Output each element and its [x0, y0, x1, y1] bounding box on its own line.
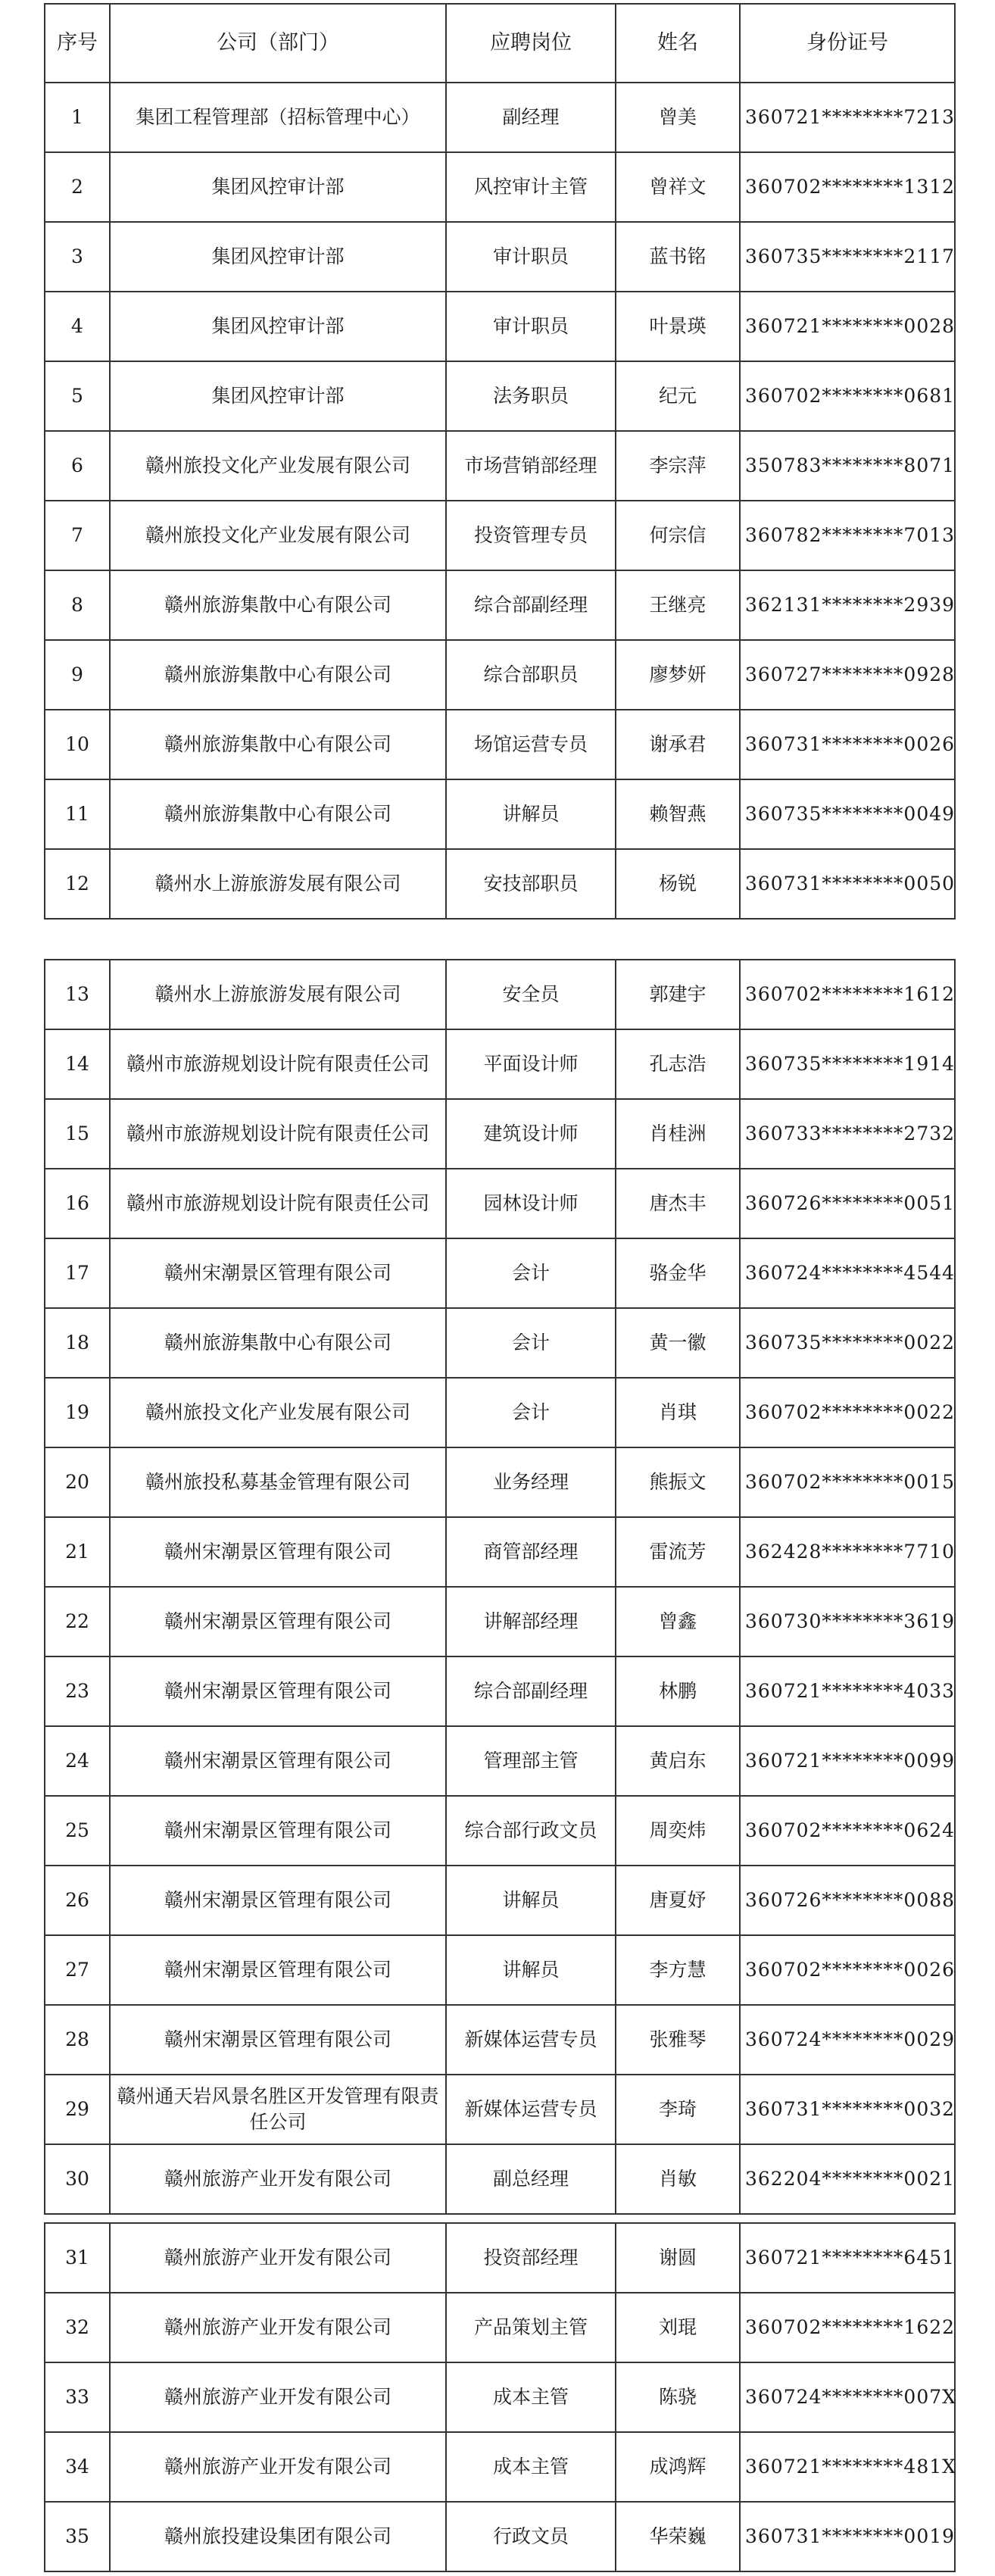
cell-name: 李宗萍: [616, 431, 740, 501]
cell-company: 赣州宋潮景区管理有限公司: [110, 1587, 446, 1656]
cell-no: 27: [45, 1935, 110, 2005]
cell-no: 13: [45, 960, 110, 1029]
cell-name: 王继亮: [616, 570, 740, 640]
cell-id: 360735********0049: [740, 779, 955, 849]
cell-position: 新媒体运营专员: [446, 2005, 616, 2075]
cell-company: 赣州市旅游规划设计院有限责任公司: [110, 1029, 446, 1099]
table-row: [45, 431, 955, 501]
cell-id: 360731********0026: [740, 710, 955, 779]
table-row: [45, 2005, 955, 2075]
table-row: [45, 1238, 955, 1308]
header-company: 公司（部门）: [110, 4, 446, 83]
cell-no: 34: [45, 2432, 110, 2502]
cell-company: 赣州旅游集散中心有限公司: [110, 1308, 446, 1378]
table-row: [45, 779, 955, 849]
table-row: [45, 1726, 955, 1796]
cell-position: 管理部主管: [446, 1726, 616, 1796]
cell-name: 孔志浩: [616, 1029, 740, 1099]
cell-position: 安全员: [446, 960, 616, 1029]
cell-position: 会计: [446, 1308, 616, 1378]
table-row: [45, 501, 955, 570]
cell-position: 园林设计师: [446, 1169, 616, 1238]
cell-id: 360702********0022: [740, 1378, 955, 1447]
cell-no: 25: [45, 1796, 110, 1866]
table-row: [45, 152, 955, 222]
cell-no: 33: [45, 2362, 110, 2432]
cell-position: 副总经理: [446, 2144, 616, 2214]
cell-company: 赣州水上游旅游发展有限公司: [110, 849, 446, 919]
table-header-row: [45, 4, 955, 83]
applicant-table-3: [44, 2222, 956, 2572]
table-row: [45, 1866, 955, 1935]
cell-no: 11: [45, 779, 110, 849]
cell-company: 赣州通天岩风景名胜区开发管理有限责任公司: [110, 2075, 446, 2144]
cell-no: 19: [45, 1378, 110, 1447]
table-row: [45, 1796, 955, 1866]
cell-id: 360735********0022: [740, 1308, 955, 1378]
cell-company: 赣州宋潮景区管理有限公司: [110, 1796, 446, 1866]
cell-position: 新媒体运营专员: [446, 2075, 616, 2144]
cell-no: 9: [45, 640, 110, 710]
cell-company: 赣州旅游产业开发有限公司: [110, 2223, 446, 2293]
header-position: 应聘岗位: [446, 4, 616, 83]
cell-position: 讲解部经理: [446, 1587, 616, 1656]
cell-no: 12: [45, 849, 110, 919]
cell-name: 林鹏: [616, 1656, 740, 1726]
cell-position: 讲解员: [446, 1935, 616, 2005]
cell-company: 赣州旅投私募基金管理有限公司: [110, 1447, 446, 1517]
cell-company: 集团风控审计部: [110, 222, 446, 292]
cell-company: 赣州水上游旅游发展有限公司: [110, 960, 446, 1029]
cell-id: 362204********0021: [740, 2144, 955, 2214]
table-page-2: [44, 959, 954, 2215]
cell-company: 赣州旅投文化产业发展有限公司: [110, 501, 446, 570]
cell-company: 赣州宋潮景区管理有限公司: [110, 1656, 446, 1726]
cell-no: 30: [45, 2144, 110, 2214]
cell-name: 唐夏妤: [616, 1866, 740, 1935]
cell-no: 21: [45, 1517, 110, 1587]
cell-name: 周奕炜: [616, 1796, 740, 1866]
cell-id: 360702********0681: [740, 361, 955, 431]
cell-no: 6: [45, 431, 110, 501]
cell-id: 360724********4544: [740, 1238, 955, 1308]
cell-no: 31: [45, 2223, 110, 2293]
cell-id: 360702********1622: [740, 2293, 955, 2362]
cell-no: 18: [45, 1308, 110, 1378]
cell-no: 15: [45, 1099, 110, 1169]
cell-id: 362131********2939: [740, 570, 955, 640]
cell-position: 平面设计师: [446, 1029, 616, 1099]
applicant-table-2: [44, 959, 956, 2215]
cell-id: 360721********0099: [740, 1726, 955, 1796]
table-row: [45, 640, 955, 710]
cell-id: 360721********4033: [740, 1656, 955, 1726]
cell-name: 蓝书铭: [616, 222, 740, 292]
cell-no: 35: [45, 2502, 110, 2571]
cell-name: 谢圆: [616, 2223, 740, 2293]
cell-id: 360721********6451: [740, 2223, 955, 2293]
cell-id: 360721********0028: [740, 292, 955, 361]
cell-id: 360733********2732: [740, 1099, 955, 1169]
table-row: [45, 83, 955, 152]
cell-id: 360726********0088: [740, 1866, 955, 1935]
table-row: [45, 849, 955, 919]
cell-company: 赣州市旅游规划设计院有限责任公司: [110, 1099, 446, 1169]
cell-company: 赣州市旅游规划设计院有限责任公司: [110, 1169, 446, 1238]
header-id: 身份证号: [740, 4, 955, 83]
cell-company: 赣州旅游集散中心有限公司: [110, 570, 446, 640]
cell-name: 廖梦妍: [616, 640, 740, 710]
cell-no: 1: [45, 83, 110, 152]
table-row: [45, 1935, 955, 2005]
cell-position: 投资部经理: [446, 2223, 616, 2293]
cell-id: 360702********0026: [740, 1935, 955, 2005]
table-row: [45, 2362, 955, 2432]
table-row: [45, 222, 955, 292]
cell-company: 赣州宋潮景区管理有限公司: [110, 1866, 446, 1935]
cell-name: 张雅琴: [616, 2005, 740, 2075]
cell-name: 成鸿辉: [616, 2432, 740, 2502]
table-body-3: [45, 2223, 955, 2571]
cell-position: 讲解员: [446, 1866, 616, 1935]
cell-no: 4: [45, 292, 110, 361]
cell-id: 360731********0050: [740, 849, 955, 919]
table-row: [45, 1587, 955, 1656]
table-row: [45, 2502, 955, 2571]
cell-no: 24: [45, 1726, 110, 1796]
table-row: [45, 2223, 955, 2293]
table-row: [45, 292, 955, 361]
cell-id: 360782********7013: [740, 501, 955, 570]
table-row: [45, 1029, 955, 1099]
table-row: [45, 1517, 955, 1587]
cell-company: 赣州旅游产业开发有限公司: [110, 2293, 446, 2362]
cell-id: 360727********0928: [740, 640, 955, 710]
cell-no: 10: [45, 710, 110, 779]
cell-company: 赣州宋潮景区管理有限公司: [110, 2005, 446, 2075]
table-row: [45, 2075, 955, 2144]
cell-position: 市场营销部经理: [446, 431, 616, 501]
table-row: [45, 570, 955, 640]
cell-position: 风控审计主管: [446, 152, 616, 222]
cell-id: 360702********0624: [740, 1796, 955, 1866]
cell-no: 28: [45, 2005, 110, 2075]
cell-no: 14: [45, 1029, 110, 1099]
cell-position: 综合部职员: [446, 640, 616, 710]
cell-id: 360702********1312: [740, 152, 955, 222]
cell-no: 32: [45, 2293, 110, 2362]
cell-no: 26: [45, 1866, 110, 1935]
cell-name: 杨锐: [616, 849, 740, 919]
cell-name: 郭建宇: [616, 960, 740, 1029]
cell-name: 曾美: [616, 83, 740, 152]
cell-name: 李方慧: [616, 1935, 740, 2005]
cell-name: 谢承君: [616, 710, 740, 779]
cell-name: 刘琨: [616, 2293, 740, 2362]
table-row: [45, 1169, 955, 1238]
cell-position: 安技部职员: [446, 849, 616, 919]
cell-id: 360730********3619: [740, 1587, 955, 1656]
table-page-1: [44, 3, 954, 920]
cell-position: 法务职员: [446, 361, 616, 431]
cell-company: 集团风控审计部: [110, 292, 446, 361]
cell-id: 360702********0015: [740, 1447, 955, 1517]
cell-name: 华荣巍: [616, 2502, 740, 2571]
cell-id: 362428********7710: [740, 1517, 955, 1587]
table-row: [45, 2144, 955, 2214]
cell-company: 赣州旅游产业开发有限公司: [110, 2432, 446, 2502]
cell-name: 雷流芳: [616, 1517, 740, 1587]
header-no: 序号: [45, 4, 110, 83]
cell-id: 360735********2117: [740, 222, 955, 292]
table-row: [45, 710, 955, 779]
table-row: [45, 361, 955, 431]
cell-company: 集团风控审计部: [110, 361, 446, 431]
table-row: [45, 2432, 955, 2502]
table-row: [45, 1447, 955, 1517]
cell-no: 29: [45, 2075, 110, 2144]
cell-no: 22: [45, 1587, 110, 1656]
cell-no: 2: [45, 152, 110, 222]
cell-name: 曾鑫: [616, 1587, 740, 1656]
cell-id: 360724********007X: [740, 2362, 955, 2432]
cell-position: 综合部副经理: [446, 570, 616, 640]
cell-company: 赣州旅游集散中心有限公司: [110, 640, 446, 710]
cell-company: 赣州宋潮景区管理有限公司: [110, 1517, 446, 1587]
cell-company: 集团工程管理部（招标管理中心）: [110, 83, 446, 152]
table-body-2: [45, 960, 955, 2214]
cell-name: 肖敏: [616, 2144, 740, 2214]
cell-name: 纪元: [616, 361, 740, 431]
cell-no: 16: [45, 1169, 110, 1238]
cell-company: 赣州旅投文化产业发展有限公司: [110, 1378, 446, 1447]
cell-company: 赣州旅游产业开发有限公司: [110, 2144, 446, 2214]
cell-name: 赖智燕: [616, 779, 740, 849]
cell-id: 360735********1914: [740, 1029, 955, 1099]
applicant-table-1: [44, 3, 956, 920]
cell-name: 黄一徽: [616, 1308, 740, 1378]
cell-name: 何宗信: [616, 501, 740, 570]
cell-name: 黄启东: [616, 1726, 740, 1796]
cell-name: 陈骁: [616, 2362, 740, 2432]
header-name: 姓名: [616, 4, 740, 83]
table-row: [45, 2293, 955, 2362]
cell-name: 肖桂洲: [616, 1099, 740, 1169]
cell-id: 350783********8071: [740, 431, 955, 501]
cell-company: 赣州旅投建设集团有限公司: [110, 2502, 446, 2571]
table-row: [45, 1308, 955, 1378]
cell-position: 产品策划主管: [446, 2293, 616, 2362]
cell-position: 建筑设计师: [446, 1099, 616, 1169]
cell-id: 360731********0032: [740, 2075, 955, 2144]
cell-no: 7: [45, 501, 110, 570]
cell-company: 赣州旅投文化产业发展有限公司: [110, 431, 446, 501]
cell-company: 赣州旅游产业开发有限公司: [110, 2362, 446, 2432]
cell-no: 17: [45, 1238, 110, 1308]
cell-company: 赣州宋潮景区管理有限公司: [110, 1726, 446, 1796]
cell-id: 360721********481X: [740, 2432, 955, 2502]
cell-position: 行政文员: [446, 2502, 616, 2571]
cell-name: 叶景瑛: [616, 292, 740, 361]
cell-company: 赣州宋潮景区管理有限公司: [110, 1935, 446, 2005]
cell-position: 投资管理专员: [446, 501, 616, 570]
table-row: [45, 1378, 955, 1447]
cell-company: 赣州旅游集散中心有限公司: [110, 779, 446, 849]
cell-position: 成本主管: [446, 2362, 616, 2432]
cell-name: 曾祥文: [616, 152, 740, 222]
cell-name: 熊振文: [616, 1447, 740, 1517]
cell-position: 场馆运营专员: [446, 710, 616, 779]
cell-position: 综合部副经理: [446, 1656, 616, 1726]
cell-company: 赣州旅游集散中心有限公司: [110, 710, 446, 779]
table-body-1: [45, 83, 955, 919]
cell-no: 20: [45, 1447, 110, 1517]
cell-name: 李琦: [616, 2075, 740, 2144]
table-row: [45, 1099, 955, 1169]
cell-name: 肖琪: [616, 1378, 740, 1447]
cell-company: 集团风控审计部: [110, 152, 446, 222]
cell-no: 23: [45, 1656, 110, 1726]
cell-position: 商管部经理: [446, 1517, 616, 1587]
cell-id: 360726********0051: [740, 1169, 955, 1238]
cell-position: 审计职员: [446, 292, 616, 361]
cell-name: 唐杰丰: [616, 1169, 740, 1238]
table-page-3: [44, 2222, 954, 2572]
cell-position: 副经理: [446, 83, 616, 152]
cell-no: 8: [45, 570, 110, 640]
cell-position: 会计: [446, 1378, 616, 1447]
cell-position: 成本主管: [446, 2432, 616, 2502]
table-row: [45, 1656, 955, 1726]
cell-position: 讲解员: [446, 779, 616, 849]
cell-name: 骆金华: [616, 1238, 740, 1308]
table-row: [45, 960, 955, 1029]
cell-position: 综合部行政文员: [446, 1796, 616, 1866]
cell-id: 360731********0019: [740, 2502, 955, 2571]
cell-id: 360721********7213: [740, 83, 955, 152]
cell-position: 业务经理: [446, 1447, 616, 1517]
cell-company: 赣州宋潮景区管理有限公司: [110, 1238, 446, 1308]
cell-no: 5: [45, 361, 110, 431]
cell-position: 会计: [446, 1238, 616, 1308]
cell-id: 360724********0029: [740, 2005, 955, 2075]
cell-no: 3: [45, 222, 110, 292]
cell-position: 审计职员: [446, 222, 616, 292]
cell-id: 360702********1612: [740, 960, 955, 1029]
